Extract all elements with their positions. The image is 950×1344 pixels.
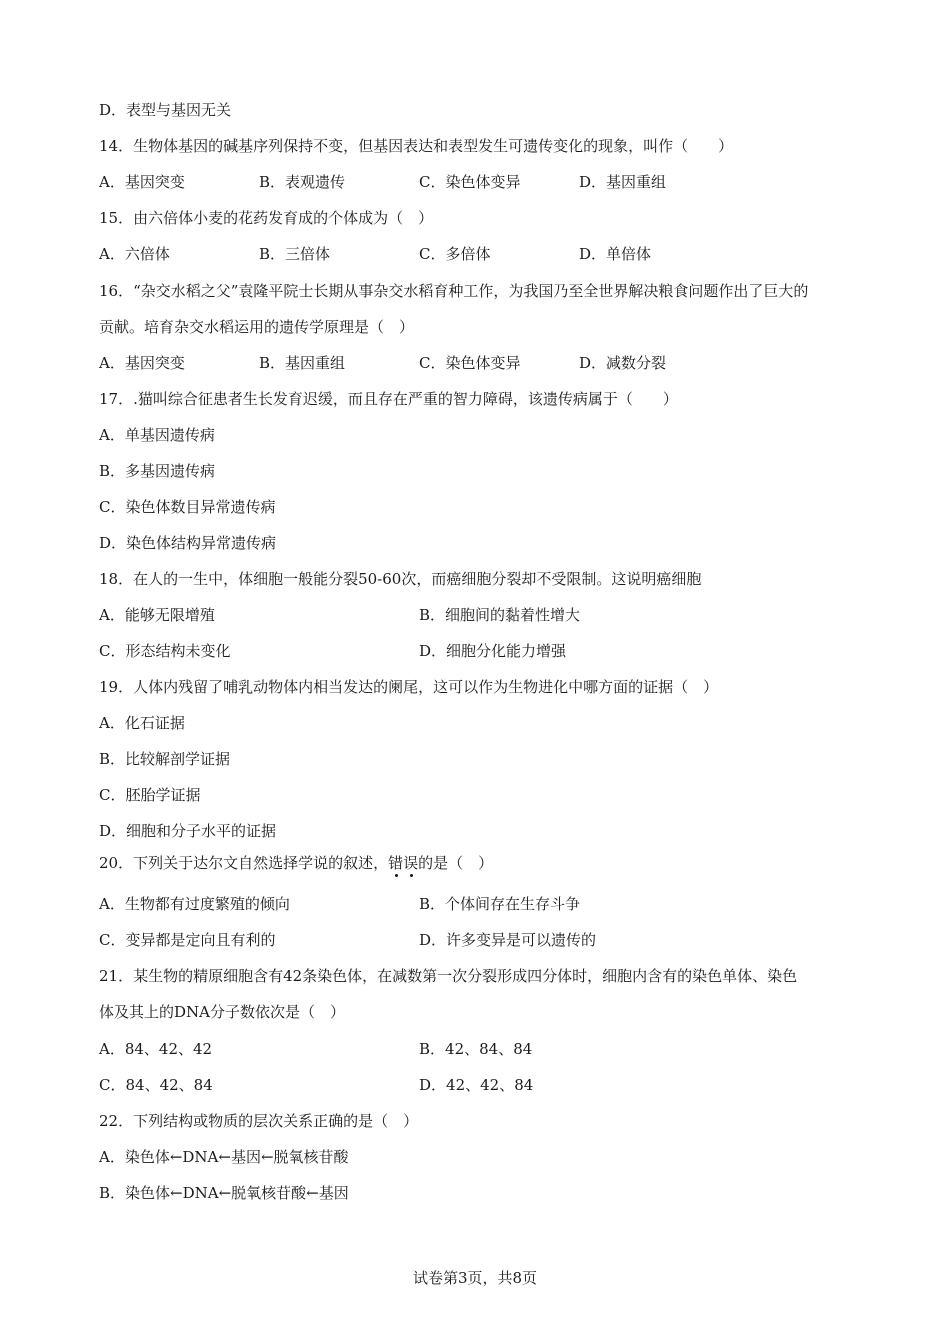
q20-stem bbox=[99, 853, 493, 873]
q17-option-d: D．染色体结构异常遗传病 bbox=[99, 534, 277, 552]
q15-option-c: C．多倍体 bbox=[419, 245, 491, 263]
q14-option-d: D．基因重组 bbox=[579, 173, 667, 191]
q21-stem-line1: 21．某生物的精原细胞含有42条染色体，在减数第一次分裂形成四分体时，细胞内含有的染色单体、染色 bbox=[99, 967, 798, 985]
q21-option-a: A．84、42、42 bbox=[99, 1040, 213, 1058]
q21-stem-line2: 体及其上的DNA分子数依次是（ ） bbox=[99, 1003, 345, 1021]
q20-option-b: B．个体间存在生存斗争 bbox=[419, 895, 581, 913]
q16-option-d: D．减数分裂 bbox=[579, 354, 667, 372]
q22-option-b: B．染色体←DNA←脱氧核苷酸←基因 bbox=[99, 1184, 349, 1202]
q15-option-a: A．六倍体 bbox=[99, 245, 170, 263]
q17-option-b: B．多基因遗传病 bbox=[99, 462, 216, 480]
q20-stem-before: 20．下列关于达尔文自然选择学说的叙述， bbox=[99, 854, 389, 872]
q17-option-a: A．单基因遗传病 bbox=[99, 426, 215, 444]
q16-stem-line1: 16．“杂交水稻之父”袁隆平院士长期从事杂交水稻育种工作，为我国乃至全世界解决粮食问题作出了巨大的 bbox=[99, 282, 809, 300]
q15-option-d: D．单倍体 bbox=[579, 245, 652, 263]
q20-emphasis-char-1: 错 bbox=[388, 854, 404, 872]
q16-option-b: B．基因重组 bbox=[259, 354, 346, 372]
q15-option-b: B．三倍体 bbox=[259, 245, 331, 263]
q16-stem-line2: 贡献。培育杂交水稻运用的遗传学原理是（ ） bbox=[99, 318, 415, 336]
q18-option-d: D．细胞分化能力增强 bbox=[419, 642, 567, 660]
q19-option-c: C．胚胎学证据 bbox=[99, 786, 201, 804]
q21-option-d: D．42、42、84 bbox=[419, 1076, 534, 1094]
q16-option-a: A．基因突变 bbox=[99, 354, 185, 372]
q17-stem: 17．.猫叫综合征患者生长发育迟缓，而且存在严重的智力障碍，该遗传病属于（ ） bbox=[99, 390, 678, 408]
q18-stem: 18．在人的一生中，体细胞一般能分裂50-60次，而癌细胞分裂却不受限制。这说明癌细胞 bbox=[99, 570, 702, 588]
q13-option-d: D．表型与基因无关 bbox=[99, 101, 232, 119]
q14-option-c: C．染色体变异 bbox=[419, 173, 521, 191]
q19-stem: 19．人体内残留了哺乳动物体内相当发达的阑尾，这可以作为生物进化中哪方面的证据（ ） bbox=[99, 678, 719, 696]
q22-stem: 22．下列结构或物质的层次关系正确的是（ ） bbox=[99, 1112, 419, 1130]
q14-option-b: B．表观遗传 bbox=[259, 173, 346, 191]
q19-option-a: A．化石证据 bbox=[99, 714, 185, 732]
q18-option-c: C．形态结构未变化 bbox=[99, 642, 231, 660]
q18-option-b: B．细胞间的黏着性增大 bbox=[419, 606, 581, 624]
q21-option-c: C．84、42、84 bbox=[99, 1076, 213, 1094]
q18-option-a: A．能够无限增殖 bbox=[99, 606, 215, 624]
q20-stem-after: 的是（ ） bbox=[418, 854, 494, 872]
q22-option-a: A．染色体←DNA←基因←脱氧核苷酸 bbox=[99, 1148, 349, 1166]
q17-option-c: C．染色体数目异常遗传病 bbox=[99, 498, 276, 516]
q20-emphasis-char-2: 误 bbox=[403, 854, 419, 872]
q14-stem: 14．生物体基因的碱基序列保持不变，但基因表达和表型发生可遗传变化的现象，叫作（ ） bbox=[99, 137, 734, 155]
q19-option-b: B．比较解剖学证据 bbox=[99, 750, 231, 768]
q20-option-c: C．变异都是定向且有利的 bbox=[99, 931, 276, 949]
q15-stem: 15．由六倍体小麦的花药发育成的个体成为（ ） bbox=[99, 209, 434, 227]
q14-option-a: A．基因突变 bbox=[99, 173, 185, 191]
q21-option-b: B．42、84、84 bbox=[419, 1040, 533, 1058]
q16-option-c: C．染色体变异 bbox=[419, 354, 521, 372]
page-footer: 试卷第3页，共8页 bbox=[412, 1269, 538, 1287]
q20-option-d: D．许多变异是可以遗传的 bbox=[419, 931, 597, 949]
q20-option-a: A．生物都有过度繁殖的倾向 bbox=[99, 895, 290, 913]
q19-option-d: D．细胞和分子水平的证据 bbox=[99, 822, 277, 840]
